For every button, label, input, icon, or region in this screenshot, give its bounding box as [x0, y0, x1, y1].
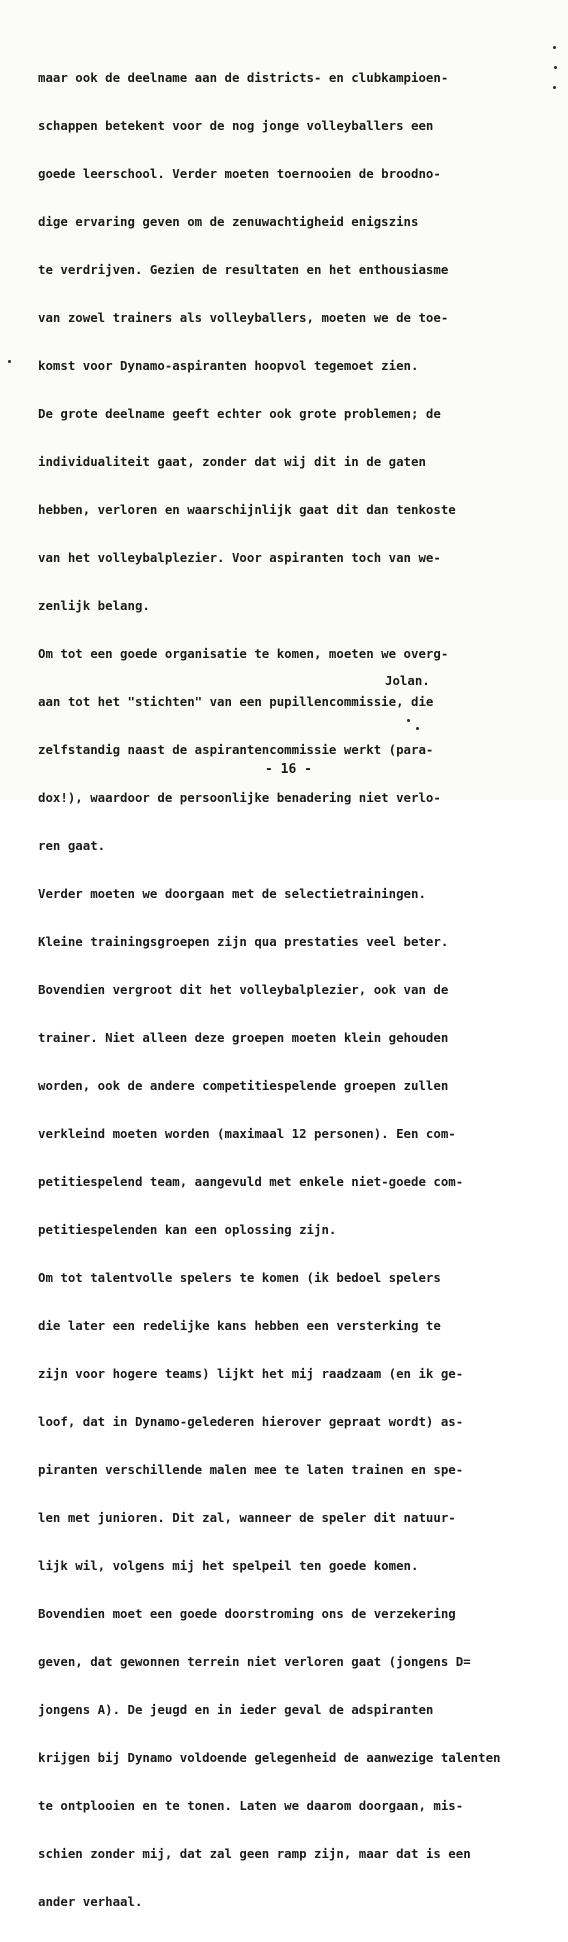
text-line: ander verhaal.	[38, 1894, 143, 1909]
text-line: schien zonder mij, dat zal geen ramp zijn, maar dat is een	[38, 1846, 471, 1861]
margin-speck	[554, 66, 557, 69]
text-line: trainer. Niet alleen deze groepen moeten klein gehouden	[38, 1030, 449, 1045]
text-line: De grote deelname geeft echter ook grote problemen; de	[38, 406, 441, 421]
text-line: Bovendien vergroot dit het volleybalplezier, ook van de	[38, 982, 449, 997]
text-line: petitiespelend team, aangevuld met enkele niet-goede com-	[38, 1174, 464, 1189]
text-line: Verder moeten we doorgaan met de selectietrainingen.	[38, 886, 426, 901]
text-line: Om tot talentvolle spelers te komen (ik bedoel spelers	[38, 1270, 441, 1285]
text-line: schappen betekent voor de nog jonge volleyballers een	[38, 118, 434, 133]
text-line: jongens A). De jeugd en in ieder geval de adspiranten	[38, 1702, 434, 1717]
text-line: len met junioren. Dit zal, wanneer de speler dit natuur-	[38, 1510, 456, 1525]
text-line: petitiespelenden kan een oplossing zijn.	[38, 1222, 337, 1237]
text-line: krijgen bij Dynamo voldoende gelegenheid de aanwezige talenten	[38, 1750, 501, 1765]
text-line: te ontplooien en te tonen. Laten we daarom doorgaan, mis-	[38, 1798, 464, 1813]
text-line: komst voor Dynamo-aspiranten hoopvol tegemoet zien.	[38, 358, 419, 373]
body-text	[38, 38, 558, 1942]
text-line: dige ervaring geven om de zenuwachtigheid enigszins	[38, 214, 419, 229]
page-number: - 16 -	[265, 762, 312, 777]
text-line: Om tot een goede organisatie te komen, moeten we overg-	[38, 646, 449, 661]
text-line: hebben, verloren en waarschijnlijk gaat dit dan tenkoste	[38, 502, 456, 517]
margin-speck	[553, 86, 556, 89]
text-line: geven, dat gewonnen terrein niet verloren gaat (jongens D=	[38, 1654, 471, 1669]
text-line: te verdrijven. Gezien de resultaten en het enthousiasme	[38, 262, 449, 277]
margin-speck	[407, 719, 410, 722]
text-line: zelfstandig naast de aspirantencommissie werkt (para-	[38, 742, 434, 757]
text-line: verkleind moeten worden (maximaal 12 personen). Een com-	[38, 1126, 456, 1141]
text-line: goede leerschool. Verder moeten toernooien de broodno-	[38, 166, 441, 181]
text-line: zenlijk belang.	[38, 598, 150, 613]
text-line: die later een redelijke kans hebben een versterking te	[38, 1318, 441, 1333]
signature: Jolan.	[385, 673, 430, 688]
margin-speck	[553, 46, 556, 49]
text-line: lijk wil, volgens mij het spelpeil ten goede komen.	[38, 1558, 419, 1573]
text-line: loof, dat in Dynamo-gelederen hierover gepraat wordt) as-	[38, 1414, 464, 1429]
text-line: ren gaat.	[38, 838, 106, 853]
text-line: dox!), waardoor de persoonlijke benadering niet verlo-	[38, 790, 441, 805]
margin-speck	[8, 360, 11, 363]
text-line: van het volleybalplezier. Voor aspiranten toch van we-	[38, 550, 441, 565]
text-line: aan tot het "stichten" van een pupillencommissie, die	[38, 694, 434, 709]
text-line: Kleine trainingsgroepen zijn qua prestaties veel beter.	[38, 934, 449, 949]
text-line: Bovendien moet een goede doorstroming ons de verzekering	[38, 1606, 456, 1621]
text-line: worden, ook de andere competitiespelende groepen zullen	[38, 1078, 449, 1093]
margin-speck	[416, 727, 419, 730]
text-line: maar ook de deelname aan de districts- en clubkampioen-	[38, 70, 449, 85]
text-line: zijn voor hogere teams) lijkt het mij raadzaam (en ik ge-	[38, 1366, 464, 1381]
text-line: individualiteit gaat, zonder dat wij dit in de gaten	[38, 454, 426, 469]
text-line: piranten verschillende malen mee te laten trainen en spe-	[38, 1462, 464, 1477]
text-line: van zowel trainers als volleyballers, moeten we de toe-	[38, 310, 449, 325]
